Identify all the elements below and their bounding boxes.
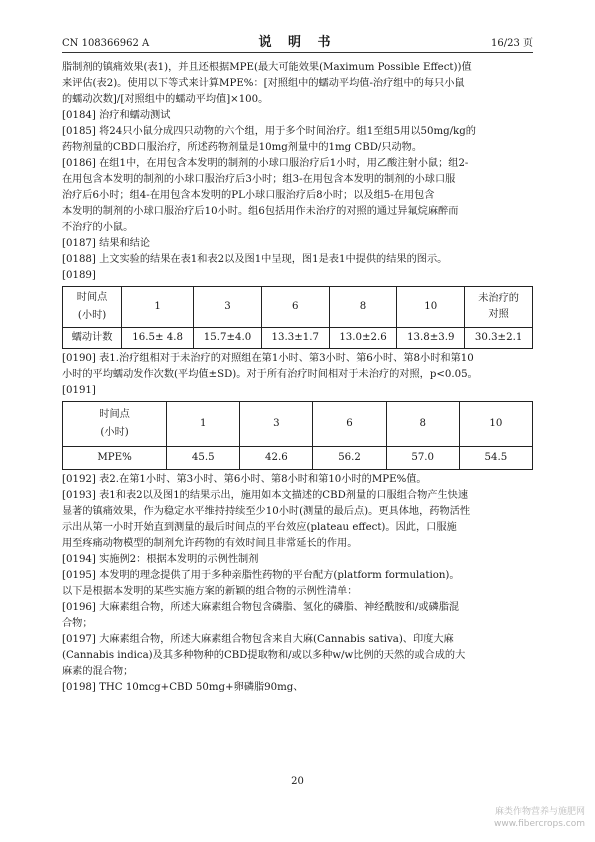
text-line: 脂制剂的镇痛效果(表1)，并且还根据MPE(最大可能效果(Maximum Possible Effect))值 xyxy=(62,62,472,73)
table1-row-header-metric: 蠕动计数 xyxy=(63,328,122,349)
text-line: 本发明的制剂的小球口服治疗后10小时。组6包括用作未治疗的对照的通过异氟烷麻醉而 xyxy=(62,206,459,217)
text-line: 用至疼痛动物模型的制剂允许药物的有效时间且非常延长的作用。 xyxy=(62,538,358,549)
paragraph xyxy=(62,124,533,156)
table1-value-cell: 30.3±2.1 xyxy=(465,328,533,349)
paragraph xyxy=(62,108,533,124)
text-line: [0197] 大麻素组合物，所述大麻素组合物包含来自大麻(Cannabis sativa)、印度大麻 xyxy=(62,634,454,645)
table1-value-cell: 13.8±3.9 xyxy=(397,328,465,349)
text-line: 麻素的混合物； xyxy=(62,666,134,677)
page-number: 20 xyxy=(291,776,304,787)
text-line: [0190] 表1.治疗组相对于未治疗的对照组在第1小时、第3小时、第6小时、第8小时和第10 xyxy=(62,353,474,364)
page-indicator: 16/23 页 xyxy=(491,38,533,49)
patent-number: CN 108366962 A xyxy=(62,38,150,49)
text-line: 显著的镇痛效果，作为稳定水平维持持续至少10小时(测量的最后点)。更具体地，药物活性 xyxy=(62,506,471,517)
table1-row-header-time: 时间点 (小时) xyxy=(63,287,122,328)
document-body xyxy=(62,60,533,696)
text-line: [0194] 实施例2：根据本发明的示例性制剂 xyxy=(62,554,259,565)
table2-column-header: 8 xyxy=(386,402,459,447)
text-line: 药物剂量的CBD口服治疗，所述药物剂量是10mg剂量中的1mg CBD/只动物。 xyxy=(62,142,423,153)
paragraph xyxy=(62,60,533,108)
text-line: [0188] 上文实验的结果在表1和表2以及图1中呈现，图1是表1中提供的结果的图示。 xyxy=(62,254,448,265)
table2-value-cell: 45.5 xyxy=(167,447,240,470)
text-line: 来评估(表2)。使用以下等式来计算MPE%：[对照组中的蠕动平均值-治疗组中的每只小鼠 xyxy=(62,78,465,89)
text-line: 在用包含本发明的制剂的小球口服治疗后3小时；组3-在用包含本发明的制剂的小球口服 xyxy=(62,174,456,185)
table1-column-header: 8 xyxy=(329,287,397,328)
paragraph xyxy=(62,268,533,284)
paragraph xyxy=(62,552,533,568)
text-line: 不治疗的小鼠。 xyxy=(62,222,134,233)
table2-value-cell: 56.2 xyxy=(313,447,386,470)
paragraph xyxy=(62,488,533,552)
table2-column-header: 10 xyxy=(459,402,532,447)
text-line: [0186] 在组1中，在用包含本发明的制剂的小球口服治疗后1小时，用乙酸注射小鼠；组2- xyxy=(62,158,469,169)
table1-column-header: 10 xyxy=(397,287,465,328)
text-line: 的蠕动次数]/[对照组中的蠕动平均值]×100。 xyxy=(62,94,269,105)
paragraph xyxy=(62,632,533,680)
text-line: [0195] 本发明的理念提供了用于多种亲脂性药物的平台配方(platform formulation)。 xyxy=(62,570,460,581)
paragraph xyxy=(62,252,533,268)
text-line: [0187] 结果和结论 xyxy=(62,238,151,249)
table2 xyxy=(62,401,533,470)
table1-header-row xyxy=(63,287,533,328)
table1-column-header: 3 xyxy=(194,287,262,328)
table1-value-cell: 16.5± 4.8 xyxy=(122,328,194,349)
text-line: [0192] 表2.在第1小时、第3小时、第6小时、第8小时和第10小时的MPE%值。 xyxy=(62,474,427,485)
paragraph xyxy=(62,568,533,600)
text-line: [0193] 表1和表2以及图1的结果示出，施用如本文描述的CBD剂量的口服组合物产生快速 xyxy=(62,490,469,501)
paragraph xyxy=(62,156,533,236)
text-line: [0185] 将24只小鼠分成四只动物的六个组，用于多个时间治疗。组1至组5用以50mg/kg的 xyxy=(62,126,476,137)
table2-column-header: 3 xyxy=(240,402,313,447)
table2-column-header: 6 xyxy=(313,402,386,447)
text-line: [0191] xyxy=(62,385,96,396)
page-header xyxy=(62,34,533,53)
text-line: 小时的平均蠕动发作次数(平均值±SD)。对于所有治疗时间相对于未治疗的对照，p<0.05。 xyxy=(62,369,478,380)
table2-header-row xyxy=(63,402,533,447)
paragraph xyxy=(62,351,533,383)
text-line: [0189] xyxy=(62,270,96,281)
paragraph xyxy=(62,236,533,252)
table1-value-row xyxy=(63,328,533,349)
paragraph xyxy=(62,680,533,696)
watermark-url: www.fibercrops.com xyxy=(494,819,585,829)
watermark xyxy=(494,806,585,830)
table1 xyxy=(62,286,533,349)
watermark-site-name: 麻类作物营养与施肥网 xyxy=(494,807,585,817)
table2-value-cell: 54.5 xyxy=(459,447,532,470)
text-line: [0196] 大麻素组合物，所述大麻素组合物包含磷脂、氢化的磷脂、神经酰胺和/或磷脂混 xyxy=(62,602,460,613)
table1-column-header: 未治疗的 对照 xyxy=(465,287,533,328)
table1-value-cell: 13.0±2.6 xyxy=(329,328,397,349)
table2-row-header-metric: MPE% xyxy=(63,447,167,470)
text-line: (Cannabis indica)及其多种物种的CBD提取物和/或以多种w/w比例的天然的或合成的大 xyxy=(62,650,466,661)
table2-value-cell: 57.0 xyxy=(386,447,459,470)
text-line: 以下是根据本发明的某些实施方案的新颖的组合物的示例性清单： xyxy=(62,586,358,597)
table2-value-row xyxy=(63,447,533,470)
table2-value-cell: 42.6 xyxy=(240,447,313,470)
table1-column-header: 1 xyxy=(122,287,194,328)
paragraph xyxy=(62,383,533,399)
text-line: 治疗后6小时；组4-在用包含本发明的PL小球口服治疗后8小时；以及组5-在用包含 xyxy=(62,190,435,201)
document-title: 说 明 书 xyxy=(258,35,337,50)
text-line: 示出从第一小时开始直到测量的最后时间点的平台效应(plateau effect)。因此，口服施 xyxy=(62,522,457,533)
paragraph xyxy=(62,600,533,632)
table1-value-cell: 15.7±4.0 xyxy=(194,328,262,349)
text-line: 合物； xyxy=(62,618,93,629)
text-line: [0198] THC 10mcg+CBD 50mg+卵磷脂90mg、 xyxy=(62,682,304,693)
table1-value-cell: 13.3±1.7 xyxy=(261,328,329,349)
table2-column-header: 1 xyxy=(167,402,240,447)
table2-row-header-time: 时间点 (小时) xyxy=(63,402,167,447)
text-line: [0184] 治疗和蠕动测试 xyxy=(62,110,171,121)
paragraph xyxy=(62,472,533,488)
table1-column-header: 6 xyxy=(261,287,329,328)
